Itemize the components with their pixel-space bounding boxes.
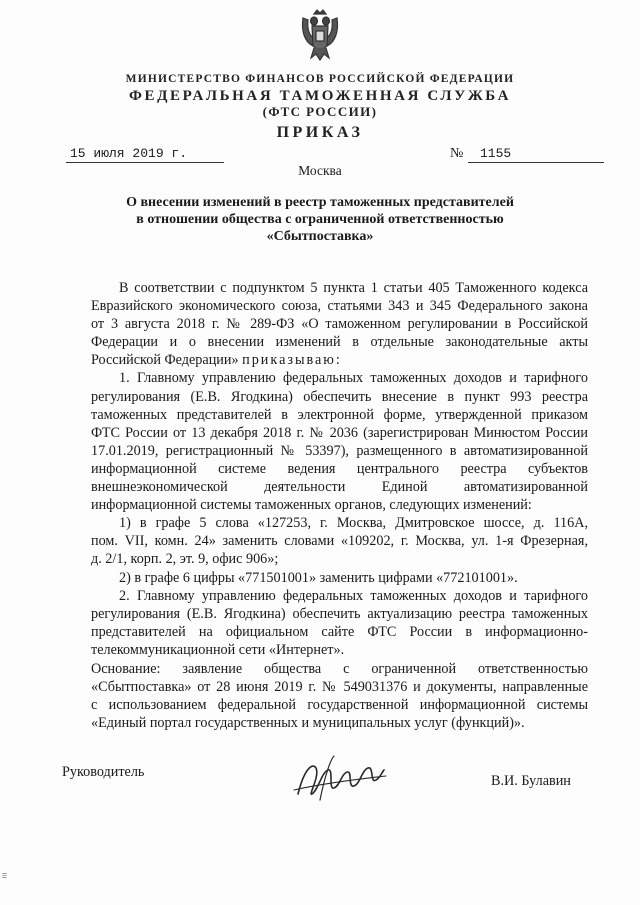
title-line: в отношении общества с ограниченной ответственностью [136, 212, 504, 227]
order-date: 15 июля 2019 г. [66, 146, 224, 163]
order-word: приказываю: [242, 352, 342, 369]
body-line: представителей на официальном сайте ФТС России в информационно- [91, 623, 588, 640]
body-line: внешнеэкономической деятельности Единой автоматизированной [91, 479, 588, 496]
body-line: телекоммуникационной сети «Интернет». [91, 641, 345, 658]
body-line: д. 2/1, корп. 2, эт. 9, офис 906»; [91, 551, 279, 568]
margin-scan-mark: ⲷ [2, 870, 7, 880]
signatory-position: Руководитель [62, 764, 145, 780]
body-line: регулирования (Е.В. Ягодкина) обеспечить актуализацию реестра таможенных [91, 605, 588, 622]
body-line: В соответствии с подпунктом 5 пункта 1 статьи 405 Таможенного кодекса [119, 280, 588, 296]
ministry-name: МИНИСТЕРСТВО ФИНАНСОВ РОССИЙСКОЙ ФЕДЕРАЦИИ [125, 73, 515, 85]
city: Москва [298, 163, 342, 178]
document-type: ПРИКАЗ [276, 124, 364, 141]
body-line: Евразийского экономического союза, статьями 343 и 345 Федерального закона [91, 298, 588, 315]
basis-line: «Сбытпоставка» от 28 июня 2019 г. № 549031376 и документы, направленные [91, 679, 588, 696]
body-line: Федерации и о внесении изменений в отдельные законодательные акты [91, 334, 588, 351]
body-line: пом. VII, комн. 24» заменить словами «109202, г. Москва, ул. 1-я Фрезерная, [91, 533, 588, 550]
order-number: 1155 [468, 146, 604, 163]
order-body [91, 279, 588, 659]
document-title [60, 194, 580, 245]
body-line-text: Российской Федерации» [91, 352, 239, 369]
service-abbreviation: (ФТС РОССИИ) [262, 104, 378, 119]
basis-line: «Единый портал государственных и муниципальных услуг (функций)». [91, 715, 525, 732]
basis-line: с использованием федеральной государственной информационной системы [91, 697, 588, 714]
body-line: ФТС России от 13 декабря 2018 г. № 2036 (зарегистрирован Минюстом России [91, 424, 588, 441]
basis-section [91, 660, 588, 732]
body-line: 1. Главному управлению федеральных таможенных доходов и тарифного [119, 370, 588, 387]
coat-of-arms-emblem [297, 8, 343, 66]
body-line: таможенных представителей в электронной форме, утвержденной приказом [91, 406, 588, 423]
title-line: О внесении изменений в реестр таможенных представителей [126, 195, 514, 210]
body-line: 17.01.2019, регистрационный № 53397), размещенного в автоматизированной [91, 442, 588, 459]
title-line: «Сбытпоставка» [266, 229, 374, 244]
body-line: регулирования (Е.В. Ягодкина) обеспечить внесение в пункт 993 реестра [91, 388, 588, 405]
service-name: ФЕДЕРАЛЬНАЯ ТАМОЖЕННАЯ СЛУЖБА [128, 88, 512, 104]
handwritten-signature [290, 750, 390, 810]
signatory-name: В.И. Булавин [491, 773, 571, 789]
body-line: 2. Главному управлению федеральных таможенных доходов и тарифного [119, 587, 588, 604]
body-line: от 3 августа 2018 г. № 289-ФЗ «О таможенном регулировании в Российской [91, 316, 588, 333]
body-line: 1) в графе 5 слова «127253, г. Москва, Дмитровское шоссе, д. 116А, [119, 515, 588, 532]
body-line: информационной системе ведения центрального реестра субъектов [91, 460, 588, 477]
basis-line: Основание: заявление общества с ограниченной ответственностью [91, 661, 588, 677]
body-line: информационной системы таможенных органов, следующих изменений: [91, 497, 532, 514]
number-sign: № [450, 146, 464, 161]
body-line: 2) в графе 6 цифры «771501001» заменить цифрами «772101001». [119, 569, 518, 586]
body-line [91, 351, 588, 369]
